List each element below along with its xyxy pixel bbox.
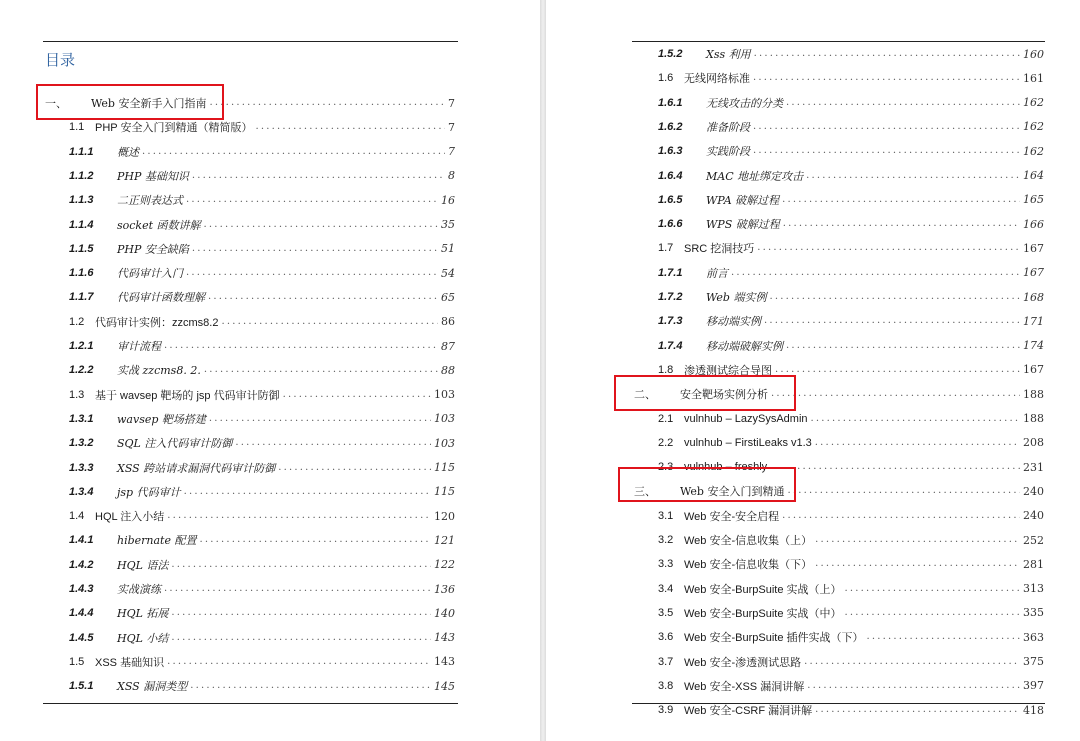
toc-page-number: 161 (1023, 71, 1044, 85)
toc-page-number: 188 (1023, 412, 1044, 425)
toc-entry-title: PHP 安全缺陷 (117, 242, 189, 256)
toc-page-number: 168 (1023, 290, 1044, 304)
toc-entry-title: 准备阶段 (706, 120, 750, 134)
toc-page-number: 375 (1023, 655, 1044, 668)
toc-entry-number: 1.4.2 (69, 558, 94, 571)
toc-entry-number: 1.3 (69, 388, 85, 401)
toc-entry[interactable] (69, 312, 455, 332)
toc-page-number: 121 (434, 533, 455, 547)
toc-entry-number: 3.9 (658, 704, 674, 717)
toc-entry-title: SQL 注入代码审计防御 (117, 437, 233, 451)
toc-page-number: 162 (1023, 144, 1044, 158)
toc-entry-title: HQL 小结 (117, 631, 169, 645)
toc-leader-dots (204, 360, 438, 380)
toc-leader-dots (167, 652, 431, 672)
toc-entry[interactable] (658, 506, 1044, 526)
highlight-box-section-3 (618, 467, 796, 502)
top-rule (632, 41, 1045, 42)
toc-leader-dots (764, 311, 1020, 331)
toc-entry-number: 1.1.6 (69, 267, 94, 280)
toc-leader-dots (770, 457, 1020, 477)
toc-entry[interactable] (69, 433, 455, 453)
toc-entry-title: 无线网络标准 (684, 73, 750, 86)
toc-page-number: 7 (448, 145, 455, 159)
toc-entry-title: Web 安全-渗透测试思路 (684, 656, 802, 669)
toc-entry-title: 概述 (117, 145, 139, 159)
toc-page-number: 7 (448, 120, 455, 134)
toc-entry-number: 1.2.1 (69, 340, 94, 352)
toc-page-number: 418 (1023, 703, 1044, 717)
toc-leader-dots (845, 603, 1020, 623)
toc-entry[interactable] (658, 530, 1044, 550)
toc-leader-dots (221, 312, 438, 332)
toc-entry[interactable] (658, 311, 1044, 331)
toc-entry[interactable] (69, 458, 455, 478)
toc-leader-dots (815, 530, 1020, 550)
toc-entry-title: socket 函数讲解 (117, 218, 201, 232)
toc-entry-title: XSS 跨站请求漏洞代码审计防御 (117, 461, 276, 475)
toc-entry-title: hibernate 配置 (117, 534, 197, 548)
toc-leader-dots (164, 579, 431, 599)
toc-leader-dots (783, 214, 1020, 234)
toc-entry[interactable] (658, 44, 1044, 64)
toc-entry-title: 移动端实例 (706, 315, 761, 329)
toc-leader-dots (184, 482, 431, 502)
toc-entry-number: 1.7.4 (658, 339, 683, 352)
toc-page-number: 240 (1023, 484, 1044, 498)
toc-entry-title: Web 端实例 (706, 291, 767, 304)
toc-page-number: 240 (1023, 509, 1044, 523)
toc-page-number: 167 (1023, 266, 1044, 280)
toc-entry-number: 1.1 (69, 121, 85, 134)
toc-entry-number: 3.3 (658, 558, 674, 571)
toc-leader-dots (199, 530, 431, 550)
toc-leader-dots (186, 263, 438, 283)
toc-entry-title: PHP 基础知识 (117, 169, 189, 183)
toc-leader-dots (731, 263, 1020, 283)
toc-entry-title: Web 安全-XSS 漏洞讲解 (684, 680, 805, 693)
toc-entry[interactable] (69, 287, 455, 307)
toc-entry-title: Web 安全-CSRF 漏洞讲解 (684, 705, 813, 718)
toc-page-number: 140 (434, 606, 455, 620)
toc-leader-dots (867, 627, 1020, 647)
toc-entry-number: 1.1.2 (69, 169, 94, 182)
toc-entry-title: Web 安全入门到精通 (680, 485, 785, 499)
toc-page-number: 363 (1023, 630, 1044, 644)
toc-entry[interactable] (69, 215, 455, 235)
toc-entry-title: Web 安全-BurpSuite 插件实战（下） (684, 632, 864, 645)
toc-leader-dots (164, 336, 438, 356)
toc-entry-title: 前言 (706, 266, 728, 280)
toc-entry[interactable] (658, 554, 1044, 574)
toc-entry-number: 1.5 (69, 655, 85, 668)
toc-entry-title: jsp 代码审计 (117, 485, 181, 499)
toc-entry-number: 1.3.1 (69, 412, 94, 425)
toc-entry[interactable] (658, 214, 1044, 234)
toc-page-number: 115 (434, 461, 455, 474)
toc-page-number: 7 (448, 96, 455, 110)
toc-entry-title: XSS 基础知识 (95, 656, 165, 669)
toc-leader-dots (171, 555, 431, 575)
toc-entry-number: 1.6.6 (658, 218, 683, 231)
toc-entry[interactable] (658, 238, 1044, 258)
toc-page-number: 54 (441, 266, 455, 280)
toc-entry-title: 移动端破解实例 (706, 339, 783, 353)
toc-page-number: 397 (1023, 679, 1044, 693)
toc-entry-title: Web 安全-BurpSuite 实战（中） (684, 607, 842, 620)
toc-entry[interactable] (69, 530, 455, 550)
toc-entry-number: 1.6.4 (658, 169, 683, 182)
toc-entry-title: vulnhub – freshly (684, 461, 768, 474)
toc-leader-dots (754, 44, 1020, 64)
toc-leader-dots (811, 409, 1020, 429)
toc-entry-number: 1.3.2 (69, 437, 94, 450)
toc-entry-title: Web 安全新手入门指南 (91, 97, 207, 110)
toc-page-number: 103 (434, 388, 455, 402)
toc-page-number: 122 (434, 558, 455, 572)
toc-page-number: 167 (1023, 363, 1044, 377)
right-page (546, 0, 1080, 741)
toc-entry-number: 1.7.2 (658, 291, 683, 303)
toc-leader-dots (787, 481, 1020, 501)
toc-entry-number: 1.4.3 (69, 583, 94, 595)
toc-page-number: 120 (434, 509, 455, 523)
toc-page-number: 313 (1023, 582, 1044, 596)
toc-leader-dots (753, 141, 1020, 161)
toc-entry[interactable] (658, 433, 1044, 453)
toc-entry-number: 1.1.4 (69, 218, 94, 231)
toc-entry-number: 3.5 (658, 606, 674, 619)
toc-entry-title: wavsep 靶场搭建 (117, 412, 206, 426)
toc-page-number: 231 (1023, 460, 1044, 474)
toc-page-number: 171 (1023, 314, 1044, 328)
toc-leader-dots (209, 93, 445, 113)
toc-entry[interactable] (69, 676, 455, 696)
toc-entry-number: 3.4 (658, 582, 674, 595)
toc-entry[interactable] (69, 190, 455, 210)
toc-entry[interactable] (69, 652, 455, 672)
toc-leader-dots (807, 676, 1020, 696)
toc-entry-title: 实践阶段 (706, 145, 750, 159)
toc-entry-number: 3.6 (658, 631, 674, 644)
toc-entry-title: 代码审计函数理解 (117, 291, 205, 305)
toc-entry-title: HQL 拓展 (117, 607, 169, 621)
toc-entry-number: 2.1 (658, 412, 674, 425)
toc-entry-number: 3.8 (658, 679, 674, 692)
toc-entry-number: 1.1.5 (69, 242, 94, 255)
toc-entry[interactable] (658, 676, 1044, 696)
toc-entry-number: 1.6.2 (658, 120, 683, 133)
toc-leader-dots (815, 433, 1020, 453)
toc-entry[interactable] (69, 409, 455, 429)
toc-entry[interactable] (69, 263, 455, 283)
toc-entry[interactable] (69, 482, 455, 502)
toc-page-number: 335 (1023, 606, 1044, 620)
toc-entry-number: 1.3.3 (69, 461, 94, 474)
toc-entry-number: 1.4 (69, 510, 85, 523)
toc-page-number: 162 (1023, 120, 1044, 134)
toc-entry[interactable] (69, 628, 455, 648)
toc-page-number: 35 (441, 218, 455, 231)
toc-entry[interactable] (658, 652, 1044, 672)
toc-entry-title: Web 安全-BurpSuite 实战（上） (684, 583, 842, 596)
toc-entry-number: 1.5.1 (69, 680, 94, 693)
toc-entry-title: Xss 利用 (706, 48, 751, 61)
toc-entry-number: 3.1 (658, 509, 674, 522)
toc-entry-number: 1.1.1 (69, 145, 94, 158)
toc-entry-number: 3.7 (658, 655, 674, 668)
highlight-box-section-2 (614, 375, 796, 411)
toc-entry-title: SRC 挖洞技巧 (684, 243, 755, 256)
toc-entry-number: 1.6.1 (658, 96, 683, 109)
toc-page-number: 145 (434, 679, 455, 693)
toc-entry-title: vulnhub – LazySysAdmin (684, 412, 808, 425)
toc-entry-title: 二正则表达式 (117, 194, 183, 208)
toc-entry-number: 1.2.2 (69, 364, 94, 377)
toc-leader-dots (757, 238, 1020, 258)
toc-entry-number: 1.7.3 (658, 315, 683, 328)
toc-page-number: 160 (1023, 47, 1044, 61)
toc-entry-number: 1.3.4 (69, 485, 94, 498)
toc-entry-number: 1.4.5 (69, 631, 94, 644)
toc-page-number: 188 (1023, 387, 1044, 401)
toc-leader-dots (845, 579, 1020, 599)
toc-entry-number: 2.3 (658, 461, 674, 474)
toc-leader-dots (771, 384, 1020, 404)
toc-page-number: 165 (1023, 193, 1044, 207)
toc-page-number: 103 (434, 412, 455, 426)
toc-entry-number: 1.7 (658, 242, 674, 255)
toc-page-number: 65 (441, 290, 455, 304)
toc-leader-dots (190, 676, 431, 696)
toc-entry-title: 审计流程 (117, 340, 161, 353)
toc-entry[interactable] (69, 336, 455, 356)
toc-leader-dots (171, 603, 431, 623)
toc-entry[interactable] (69, 603, 455, 623)
toc-entry-title: WPS 破解过程 (706, 218, 780, 232)
toc-leader-dots (283, 385, 431, 405)
bottom-rule (43, 703, 458, 704)
toc-entry-title: 渗透测试综合导图 (684, 364, 772, 377)
toc-entry-title: PHP 安全入门到精通（精简版） (95, 122, 253, 135)
toc-entry-number: 2.2 (658, 436, 674, 449)
toc-entry-number: 1.4.4 (69, 607, 94, 620)
toc-page-number: 8 (448, 169, 455, 183)
toc-page-number: 162 (1023, 96, 1044, 110)
toc-entry-number: 1.6 (658, 72, 674, 85)
toc-page-number: 143 (434, 631, 455, 645)
toc-page-number: 87 (441, 339, 455, 353)
toc-entry-title: XSS 漏洞类型 (117, 680, 188, 694)
toc-entry[interactable] (658, 190, 1044, 210)
toc-entry-number: 1.1.7 (69, 291, 94, 304)
toc-entry-title: 代码审计实例：zzcms8.2 (95, 316, 219, 329)
toc-page-number: 16 (441, 193, 455, 207)
toc-page-number: 103 (434, 436, 455, 450)
toc-entry-number: 三、 (634, 485, 656, 499)
toc-entry[interactable] (69, 239, 455, 259)
toc-entry-title: 无线攻击的分类 (706, 96, 783, 110)
toc-entry-number: 一、 (45, 97, 67, 110)
toc-entry[interactable] (658, 336, 1044, 356)
toc-entry-number: 1.4.1 (69, 534, 94, 547)
toc-entry[interactable] (658, 68, 1044, 88)
toc-page-number: 88 (441, 363, 455, 377)
toc-leader-dots (804, 652, 1020, 672)
toc-entry[interactable] (658, 166, 1044, 186)
toc-entry[interactable] (69, 555, 455, 575)
toc-entry[interactable] (658, 117, 1044, 137)
toc-leader-dots (782, 190, 1020, 210)
toc-entry[interactable] (69, 385, 455, 405)
toc-entry[interactable] (658, 263, 1044, 283)
toc-entry[interactable] (69, 142, 455, 162)
toc-entry-number: 1.6.3 (658, 145, 683, 158)
toc-leader-dots (142, 142, 445, 162)
toc-entry[interactable] (69, 117, 455, 137)
toc-leader-dots (171, 628, 431, 648)
toc-entry[interactable] (658, 287, 1044, 307)
toc-entry-title: Web 安全-信息收集（下） (684, 559, 813, 572)
toc-entry-title: vulnhub – FirstiLeaks v1.3 (684, 436, 812, 449)
toc-entry-number: 1.1.3 (69, 194, 94, 207)
toc-leader-dots (769, 287, 1020, 307)
toc-leader-dots (208, 287, 438, 307)
toc-entry-number: 1.7.1 (658, 266, 683, 279)
toc-leader-dots (815, 554, 1020, 574)
toc-page-number: 174 (1023, 339, 1044, 353)
toc-leader-dots (204, 215, 438, 235)
toc-entry-title: MAC 地址绑定攻击 (706, 169, 804, 183)
toc-page-number: 208 (1023, 436, 1044, 450)
toc-leader-dots (186, 190, 438, 210)
toc-entry[interactable] (69, 579, 455, 599)
toc-leader-dots (192, 166, 445, 186)
toc-entry-number: 1.6.5 (658, 193, 683, 206)
toc-page-number: 143 (434, 655, 455, 669)
toc-page-number: 51 (441, 242, 455, 256)
toc-leader-dots (753, 117, 1020, 137)
toc-entry-title: 实战 zzcms8. 2. (117, 364, 201, 378)
toc-entry[interactable] (658, 603, 1044, 623)
toc-page-number: 86 (441, 315, 455, 329)
toc-page-number: 136 (434, 582, 455, 596)
toc-title: 目录 (45, 51, 76, 69)
toc-page-number: 166 (1023, 217, 1044, 231)
top-rule (43, 41, 458, 42)
toc-leader-dots (786, 336, 1020, 356)
toc-leader-dots (753, 68, 1020, 88)
toc-entry-title: HQL 注入小结 (95, 511, 165, 524)
highlight-box-section-1 (36, 84, 224, 120)
toc-page-number: 167 (1023, 241, 1044, 255)
toc-entry-title: 实战演练 (117, 583, 161, 596)
toc-entry-title: 基于 wavsep 靶场的 jsp 代码审计防御 (95, 389, 280, 402)
toc-leader-dots (255, 117, 445, 137)
toc-leader-dots (192, 239, 438, 259)
toc-entry-title: WPA 破解过程 (706, 193, 780, 207)
toc-entry-number: 1.2 (69, 315, 85, 328)
toc-entry[interactable] (658, 409, 1044, 429)
toc-leader-dots (786, 93, 1020, 113)
toc-entry[interactable] (658, 627, 1044, 647)
toc-entry[interactable] (69, 360, 455, 380)
toc-entry-number: 1.5.2 (658, 48, 683, 60)
toc-leader-dots (782, 506, 1020, 526)
toc-leader-dots (235, 433, 431, 453)
toc-entry-title: 代码审计入门 (117, 267, 183, 281)
toc-entry[interactable] (658, 579, 1044, 599)
toc-page-number: 164 (1023, 169, 1044, 182)
toc-entry-number: 二、 (634, 388, 656, 402)
toc-leader-dots (209, 409, 431, 429)
toc-entry[interactable] (69, 166, 455, 186)
bottom-rule-strike (632, 703, 1045, 704)
toc-entry[interactable] (658, 93, 1044, 113)
toc-entry-number: 3.2 (658, 534, 674, 546)
toc-page-number: 252 (1023, 533, 1044, 547)
toc-leader-dots (775, 360, 1020, 380)
toc-entry-title: Web 安全-安全启程 (684, 510, 780, 523)
toc-page-number: 281 (1023, 557, 1044, 571)
toc-leader-dots (278, 458, 431, 478)
toc-page-number: 115 (434, 485, 455, 499)
toc-leader-dots (167, 506, 431, 526)
toc-entry[interactable] (658, 141, 1044, 161)
toc-entry-number: 1.8 (658, 363, 674, 376)
toc-entry-title: Web 安全-信息收集（上） (684, 535, 813, 547)
toc-leader-dots (806, 166, 1020, 186)
toc-entry-title: HQL 语法 (117, 558, 169, 572)
toc-entry-title: 安全靶场实例分析 (680, 388, 768, 402)
toc-entry[interactable] (69, 506, 455, 526)
